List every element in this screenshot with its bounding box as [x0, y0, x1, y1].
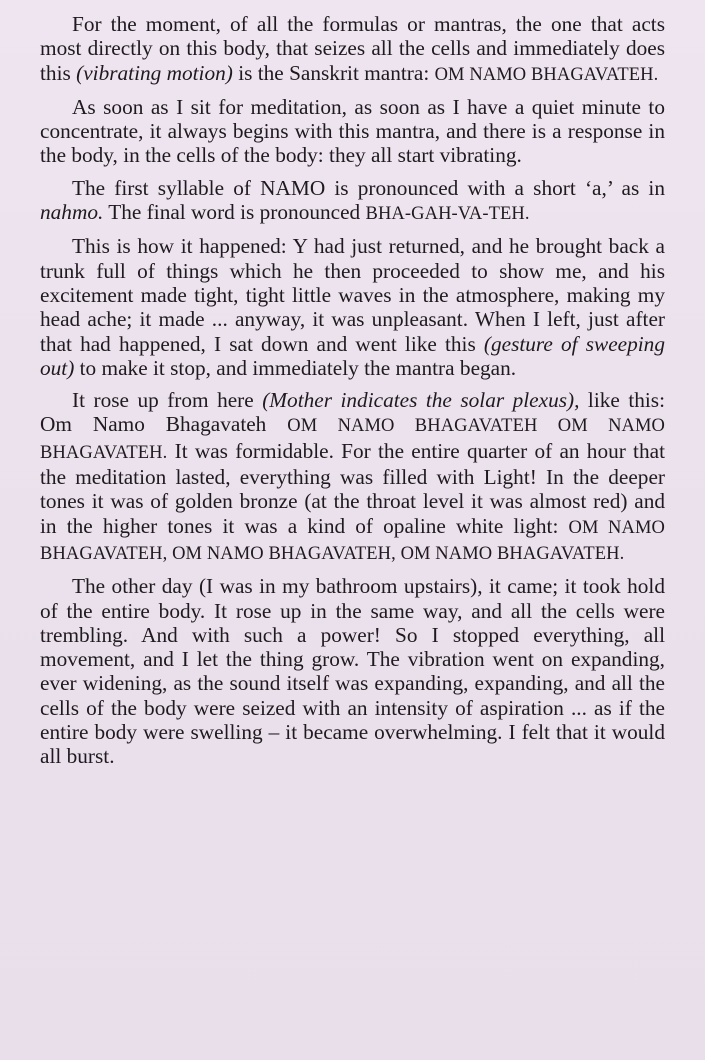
- italic-run: nahmo.: [40, 200, 104, 225]
- paragraph-3: [40, 176, 665, 227]
- text-run: to make it stop, and immediately the mantra began.: [74, 355, 517, 380]
- text-run: like this: Om Namo Bhagavateh: [40, 388, 666, 437]
- text-run: It rose up from here: [72, 388, 263, 413]
- mantra-run: OM NAMO BHAGAVATEH OM NAMO BHAGAVATEH.: [40, 416, 665, 463]
- paragraph-5: [40, 388, 665, 566]
- italic-run: (Mother indicates the solar plexus),: [262, 388, 580, 413]
- text-run: is the Sanskrit mantra:: [232, 60, 435, 85]
- mantra-run: OM NAMO BHAGAVATEH, OM NAMO BHAGAVATEH, OM NAMO BHAGAVATEH.: [40, 517, 665, 564]
- paragraph-1: [40, 12, 665, 87]
- text-run: It was formidable. For the entire quarter of an hour that the meditation lasted, everything was filled with Light! In the deeper tones it was of golden bronze (at the throat level it was almost red) and in the higher tones it was a kind of opaline white light:: [40, 438, 665, 538]
- paragraph-4: [40, 234, 665, 380]
- paragraph-2: [40, 95, 665, 168]
- italic-run: (gesture of sweeping out): [40, 331, 665, 380]
- text-run: This is how it happened: Y had just returned, and he brought back a trunk full of things which he then proceeded to show me, and his excitement made tight, tight little waves in the atmosphere, making my head ache; it made ... anyway, it was unpleasant. When I left, just after that had happened, I sat down and went like this: [40, 234, 665, 356]
- text-run: As soon as I sit for meditation, as soon as I have a quiet minute to concentrate, it always begins with this mantra, and there is a response in the body, in the cells of the body: they all start vibrating.: [40, 94, 665, 168]
- text-run: The other day (I was in my bathroom upstairs), it came; it took hold of the entire body. It rose up in the same way, and all the cells were trembling. And with such a power! So I stopped everything, all movement, and I let the thing grow. The vibration went on expanding, ever widening, as the sound itself was expanding, expanding, and all the cells of the body were seized with an intensity of aspiration ... as if the entire body were swelling – it became overwhelming. I felt that it would all burst.: [40, 574, 665, 769]
- text-run: The first syllable of NAMO is pronounced with a short ‘a,’ as in: [72, 175, 665, 200]
- pronunciation-run: BHA-GAH-VA-TEH.: [365, 204, 530, 225]
- text-run: For the moment, of all the formulas or mantras, the one that acts most directly on this body, that seizes all the cells and immediately does this: [40, 12, 665, 85]
- mantra-run: OM NAMO BHAGAVATEH.: [434, 64, 659, 85]
- italic-run: (vibrating motion): [76, 60, 233, 85]
- text-run: The final word is pronounced: [103, 200, 366, 225]
- paragraph-6: [40, 574, 665, 768]
